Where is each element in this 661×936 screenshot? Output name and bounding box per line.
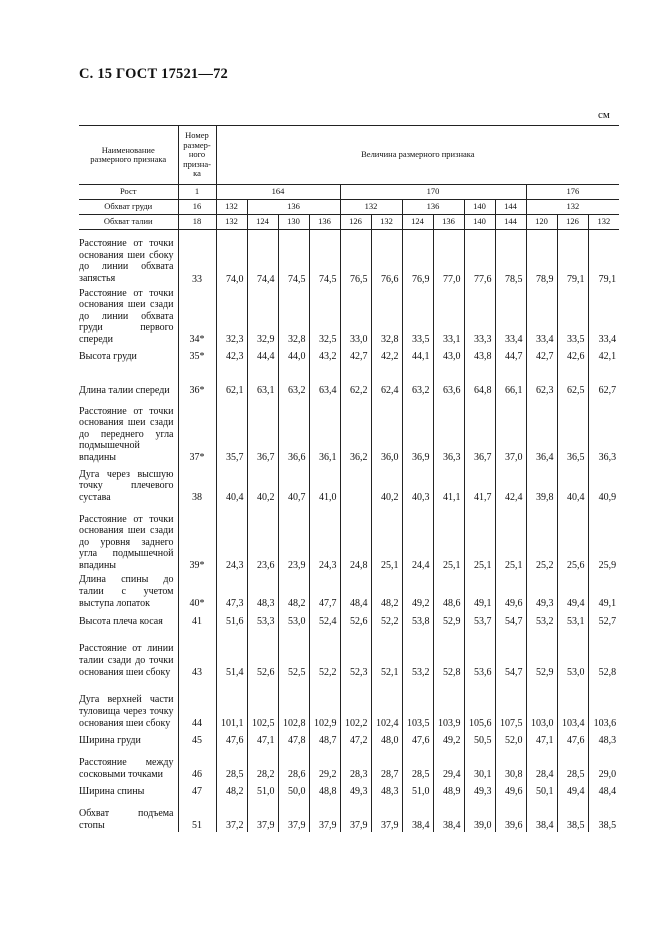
value-cell: 62,5 <box>557 363 588 397</box>
value-cell: 42,3 <box>216 346 247 363</box>
value-cell: 49,4 <box>557 781 588 798</box>
value-cell: 52,6 <box>340 610 371 628</box>
value-cell: 52,9 <box>526 628 557 679</box>
value-cell: 47,7 <box>309 572 340 610</box>
value-cell: 43,8 <box>464 346 495 363</box>
height-group-176: 176 <box>526 185 619 200</box>
value-cell: 41,1 <box>433 464 464 504</box>
value-cell: 74,4 <box>247 230 278 286</box>
value-cell: 79,1 <box>557 230 588 286</box>
size-table <box>79 125 619 832</box>
value-cell: 47,1 <box>247 730 278 747</box>
value-cell: 30,8 <box>495 747 526 781</box>
value-cell: 63,6 <box>433 363 464 397</box>
value-cell: 38,4 <box>433 798 464 832</box>
value-cell: 105,6 <box>464 679 495 730</box>
row-chest-number: 16 <box>178 200 216 215</box>
value-cell: 76,9 <box>402 230 433 286</box>
value-cell: 50,5 <box>464 730 495 747</box>
value-cell: 76,5 <box>340 230 371 286</box>
value-cell: 48,3 <box>371 781 402 798</box>
value-cell: 101,1 <box>216 679 247 730</box>
height-group-170: 170 <box>340 185 526 200</box>
waist-cell: 132 <box>588 215 619 230</box>
chest-group: 132 <box>340 200 402 215</box>
value-cell: 36,5 <box>557 397 588 464</box>
waist-cell: 136 <box>309 215 340 230</box>
value-cell: 48,4 <box>340 572 371 610</box>
value-cell: 52,6 <box>247 628 278 679</box>
table-row <box>79 628 619 679</box>
value-cell: 37,9 <box>278 798 309 832</box>
value-cell: 47,3 <box>216 572 247 610</box>
value-cell: 32,9 <box>247 286 278 347</box>
height-group-164: 164 <box>216 185 340 200</box>
unit-label: см <box>598 109 610 121</box>
value-cell: 53,6 <box>464 628 495 679</box>
value-cell: 36,3 <box>433 397 464 464</box>
value-cell: 28,7 <box>371 747 402 781</box>
value-cell: 51,0 <box>402 781 433 798</box>
value-cell: 42,1 <box>588 346 619 363</box>
value-cell: 66,1 <box>495 363 526 397</box>
value-cell: 102,9 <box>309 679 340 730</box>
value-cell: 63,1 <box>247 363 278 397</box>
value-cell: 48,3 <box>588 730 619 747</box>
row-waist-label: Обхват талии <box>79 215 178 230</box>
value-cell: 24,8 <box>340 504 371 572</box>
value-cell: 49,1 <box>464 572 495 610</box>
value-cell: 78,5 <box>495 230 526 286</box>
value-cell: 25,1 <box>464 504 495 572</box>
row-number: 43 <box>178 628 216 679</box>
value-cell: 53,2 <box>526 610 557 628</box>
row-name: Расстояние от точки основания шеи сзади до уровня заднего угла подмышечной впадины <box>79 513 174 571</box>
value-cell: 53,7 <box>464 610 495 628</box>
value-cell: 62,3 <box>526 363 557 397</box>
value-cell: 107,5 <box>495 679 526 730</box>
value-cell: 48,2 <box>371 572 402 610</box>
row-name: Дуга через высшую точку плечевого сустава <box>79 468 174 503</box>
value-cell: 40,7 <box>278 464 309 504</box>
value-cell: 38,4 <box>402 798 433 832</box>
value-cell: 36,1 <box>309 397 340 464</box>
value-cell: 36,3 <box>588 397 619 464</box>
value-cell: 47,8 <box>278 730 309 747</box>
value-cell: 28,4 <box>526 747 557 781</box>
value-cell: 52,7 <box>588 610 619 628</box>
value-cell: 49,3 <box>526 572 557 610</box>
value-cell: 40,4 <box>216 464 247 504</box>
table-row <box>79 346 619 363</box>
value-cell: 52,3 <box>340 628 371 679</box>
row-number: 34* <box>178 286 216 347</box>
value-cell: 41,7 <box>464 464 495 504</box>
value-cell: 48,2 <box>216 781 247 798</box>
table-row <box>79 610 619 628</box>
value-cell: 33,5 <box>557 286 588 347</box>
value-cell: 28,6 <box>278 747 309 781</box>
value-cell: 49,3 <box>340 781 371 798</box>
value-cell: 102,4 <box>371 679 402 730</box>
value-cell: 35,7 <box>216 397 247 464</box>
value-cell: 49,2 <box>433 730 464 747</box>
value-cell: 102,8 <box>278 679 309 730</box>
row-name: Расстояние от точки основания шеи сбоку до линии обхвата запястья <box>79 238 174 284</box>
value-cell: 42,7 <box>340 346 371 363</box>
value-cell: 23,9 <box>278 504 309 572</box>
value-cell: 25,1 <box>495 504 526 572</box>
value-cell: 51,4 <box>216 628 247 679</box>
value-cell: 49,2 <box>402 572 433 610</box>
waist-cell: 126 <box>340 215 371 230</box>
waist-cell: 130 <box>278 215 309 230</box>
value-cell: 53,2 <box>402 628 433 679</box>
row-number: 51 <box>178 798 216 832</box>
value-cell: 32,8 <box>371 286 402 347</box>
value-cell: 40,9 <box>588 464 619 504</box>
value-cell: 25,1 <box>433 504 464 572</box>
value-cell: 47,6 <box>402 730 433 747</box>
row-number: 40* <box>178 572 216 610</box>
value-cell: 103,5 <box>402 679 433 730</box>
value-cell: 47,1 <box>526 730 557 747</box>
value-cell: 33,0 <box>340 286 371 347</box>
value-cell: 102,2 <box>340 679 371 730</box>
value-cell: 33,4 <box>526 286 557 347</box>
waist-cell: 136 <box>433 215 464 230</box>
waist-cell: 144 <box>495 215 526 230</box>
empty-cell <box>340 464 371 504</box>
row-chest-label: Обхват груди <box>79 200 178 215</box>
row-name: Расстояние между сосковыми точками <box>79 757 174 780</box>
value-cell: 36,7 <box>464 397 495 464</box>
value-cell: 62,4 <box>371 363 402 397</box>
row-number: 44 <box>178 679 216 730</box>
value-cell: 33,4 <box>495 286 526 347</box>
value-cell: 40,2 <box>371 464 402 504</box>
chest-group: 136 <box>247 200 340 215</box>
row-name: Ширина спины <box>79 785 145 797</box>
table-row <box>79 747 619 781</box>
value-cell: 78,9 <box>526 230 557 286</box>
waist-cell: 140 <box>464 215 495 230</box>
value-cell: 52,1 <box>371 628 402 679</box>
waist-cell: 120 <box>526 215 557 230</box>
value-cell: 103,9 <box>433 679 464 730</box>
value-cell: 39,8 <box>526 464 557 504</box>
value-cell: 52,8 <box>588 628 619 679</box>
value-cell: 44,4 <box>247 346 278 363</box>
value-cell: 42,2 <box>371 346 402 363</box>
value-cell: 103,0 <box>526 679 557 730</box>
table-row <box>79 397 619 464</box>
value-cell: 29,0 <box>588 747 619 781</box>
value-cell: 48,9 <box>433 781 464 798</box>
value-cell: 44,0 <box>278 346 309 363</box>
value-cell: 36,2 <box>340 397 371 464</box>
value-cell: 52,8 <box>433 628 464 679</box>
value-cell: 24,3 <box>216 504 247 572</box>
value-cell: 49,4 <box>557 572 588 610</box>
value-cell: 37,0 <box>495 397 526 464</box>
value-cell: 32,5 <box>309 286 340 347</box>
row-number: 45 <box>178 730 216 747</box>
value-cell: 48,6 <box>433 572 464 610</box>
value-cell: 74,5 <box>309 230 340 286</box>
value-cell: 23,6 <box>247 504 278 572</box>
value-cell: 103,4 <box>557 679 588 730</box>
value-cell: 48,0 <box>371 730 402 747</box>
value-cell: 63,2 <box>402 363 433 397</box>
table-row <box>79 286 619 347</box>
table-row <box>79 679 619 730</box>
row-number: 35* <box>178 346 216 363</box>
value-cell: 37,9 <box>340 798 371 832</box>
value-cell: 47,6 <box>216 730 247 747</box>
value-cell: 36,6 <box>278 397 309 464</box>
value-cell: 52,9 <box>433 610 464 628</box>
value-cell: 33,3 <box>464 286 495 347</box>
value-cell: 36,7 <box>247 397 278 464</box>
value-cell: 77,6 <box>464 230 495 286</box>
row-name: Высота плеча косая <box>79 615 163 627</box>
value-cell: 51,6 <box>216 610 247 628</box>
row-number: 33 <box>178 230 216 286</box>
table-row <box>79 572 619 610</box>
value-cell: 28,5 <box>557 747 588 781</box>
value-cell: 52,5 <box>278 628 309 679</box>
table-row <box>79 363 619 397</box>
value-cell: 48,4 <box>588 781 619 798</box>
value-cell: 33,4 <box>588 286 619 347</box>
value-cell: 49,6 <box>495 781 526 798</box>
value-cell: 24,3 <box>309 504 340 572</box>
value-cell: 28,3 <box>340 747 371 781</box>
value-cell: 38,5 <box>557 798 588 832</box>
value-cell: 36,0 <box>371 397 402 464</box>
header-value: Величина размерного признака <box>216 126 619 185</box>
row-number: 46 <box>178 747 216 781</box>
value-cell: 49,6 <box>495 572 526 610</box>
value-cell: 32,8 <box>278 286 309 347</box>
row-name: Расстояние от точки основания шеи сзади до линии обхвата груди первого спереди <box>79 287 174 345</box>
value-cell: 52,2 <box>309 628 340 679</box>
value-cell: 28,2 <box>247 747 278 781</box>
value-cell: 103,6 <box>588 679 619 730</box>
value-cell: 41,0 <box>309 464 340 504</box>
chest-group: 140 <box>464 200 495 215</box>
value-cell: 53,0 <box>557 628 588 679</box>
value-cell: 49,1 <box>588 572 619 610</box>
value-cell: 53,8 <box>402 610 433 628</box>
row-number: 47 <box>178 781 216 798</box>
value-cell: 29,2 <box>309 747 340 781</box>
value-cell: 54,7 <box>495 610 526 628</box>
row-height-number: 1 <box>178 185 216 200</box>
value-cell: 42,6 <box>557 346 588 363</box>
chest-group: 144 <box>495 200 526 215</box>
table-row <box>79 464 619 504</box>
waist-cell: 132 <box>216 215 247 230</box>
value-cell: 74,0 <box>216 230 247 286</box>
value-cell: 43,0 <box>433 346 464 363</box>
row-number: 37* <box>178 397 216 464</box>
value-cell: 42,7 <box>526 346 557 363</box>
row-number: 36* <box>178 363 216 397</box>
value-cell: 37,9 <box>247 798 278 832</box>
row-name: Расстояние от точки основания шеи сзади до переднего угла подмышечной впадины <box>79 405 174 463</box>
chest-group: 136 <box>402 200 464 215</box>
value-cell: 53,1 <box>557 610 588 628</box>
value-cell: 43,2 <box>309 346 340 363</box>
value-cell: 33,5 <box>402 286 433 347</box>
row-name: Дуга верхней части туловища через точку основания шеи сбоку <box>79 694 174 729</box>
waist-cell: 124 <box>247 215 278 230</box>
value-cell: 50,0 <box>278 781 309 798</box>
value-cell: 48,7 <box>309 730 340 747</box>
row-name: Высота груди <box>79 350 137 362</box>
value-cell: 25,6 <box>557 504 588 572</box>
value-cell: 62,2 <box>340 363 371 397</box>
value-cell: 40,4 <box>557 464 588 504</box>
value-cell: 39,0 <box>464 798 495 832</box>
value-cell: 52,0 <box>495 730 526 747</box>
waist-cell: 124 <box>402 215 433 230</box>
row-name: Длина талии спереди <box>79 384 170 396</box>
value-cell: 37,9 <box>371 798 402 832</box>
value-cell: 36,9 <box>402 397 433 464</box>
value-cell: 62,7 <box>588 363 619 397</box>
value-cell: 28,5 <box>216 747 247 781</box>
waist-cell: 126 <box>557 215 588 230</box>
table-row <box>79 230 619 286</box>
value-cell: 25,9 <box>588 504 619 572</box>
value-cell: 44,1 <box>402 346 433 363</box>
table-row <box>79 798 619 832</box>
value-cell: 50,1 <box>526 781 557 798</box>
row-number: 39* <box>178 504 216 572</box>
value-cell: 52,4 <box>309 610 340 628</box>
value-cell: 24,4 <box>402 504 433 572</box>
value-cell: 25,1 <box>371 504 402 572</box>
value-cell: 62,1 <box>216 363 247 397</box>
value-cell: 37,9 <box>309 798 340 832</box>
value-cell: 40,2 <box>247 464 278 504</box>
row-name: Длина спины до талии с учетом выступа лопаток <box>79 574 174 609</box>
row-number: 38 <box>178 464 216 504</box>
value-cell: 48,2 <box>278 572 309 610</box>
value-cell: 47,2 <box>340 730 371 747</box>
value-cell: 64,8 <box>464 363 495 397</box>
value-cell: 42,4 <box>495 464 526 504</box>
value-cell: 53,3 <box>247 610 278 628</box>
page-header: С. 15 ГОСТ 17521—72 <box>79 66 228 82</box>
table-row <box>79 781 619 798</box>
value-cell: 76,6 <box>371 230 402 286</box>
value-cell: 32,3 <box>216 286 247 347</box>
value-cell: 54,7 <box>495 628 526 679</box>
value-cell: 40,3 <box>402 464 433 504</box>
value-cell: 79,1 <box>588 230 619 286</box>
value-cell: 48,8 <box>309 781 340 798</box>
row-name: Обхват подъема стопы <box>79 808 174 831</box>
row-number: 41 <box>178 610 216 628</box>
value-cell: 30,1 <box>464 747 495 781</box>
row-height-label: Рост <box>79 185 178 200</box>
table-row <box>79 730 619 747</box>
value-cell: 63,2 <box>278 363 309 397</box>
value-cell: 49,3 <box>464 781 495 798</box>
value-cell: 28,5 <box>402 747 433 781</box>
value-cell: 37,2 <box>216 798 247 832</box>
table-row <box>79 504 619 572</box>
value-cell: 102,5 <box>247 679 278 730</box>
header-name: Наименование размерного признака <box>79 126 178 185</box>
value-cell: 39,6 <box>495 798 526 832</box>
value-cell: 44,7 <box>495 346 526 363</box>
header-number: Номер размер- ного призна- ка <box>178 126 216 185</box>
chest-group: 132 <box>216 200 247 215</box>
value-cell: 63,4 <box>309 363 340 397</box>
value-cell: 29,4 <box>433 747 464 781</box>
waist-cell: 132 <box>371 215 402 230</box>
value-cell: 52,2 <box>371 610 402 628</box>
value-cell: 51,0 <box>247 781 278 798</box>
value-cell: 25,2 <box>526 504 557 572</box>
value-cell: 74,5 <box>278 230 309 286</box>
chest-group: 132 <box>526 200 619 215</box>
row-waist-number: 18 <box>178 215 216 230</box>
value-cell: 33,1 <box>433 286 464 347</box>
row-name: Ширина груди <box>79 734 141 746</box>
value-cell: 48,3 <box>247 572 278 610</box>
row-name: Расстояние от линии талии сзади до точки основания шеи сбоку <box>79 643 174 678</box>
value-cell: 53,0 <box>278 610 309 628</box>
value-cell: 38,5 <box>588 798 619 832</box>
value-cell: 38,4 <box>526 798 557 832</box>
value-cell: 77,0 <box>433 230 464 286</box>
value-cell: 36,4 <box>526 397 557 464</box>
value-cell: 47,6 <box>557 730 588 747</box>
